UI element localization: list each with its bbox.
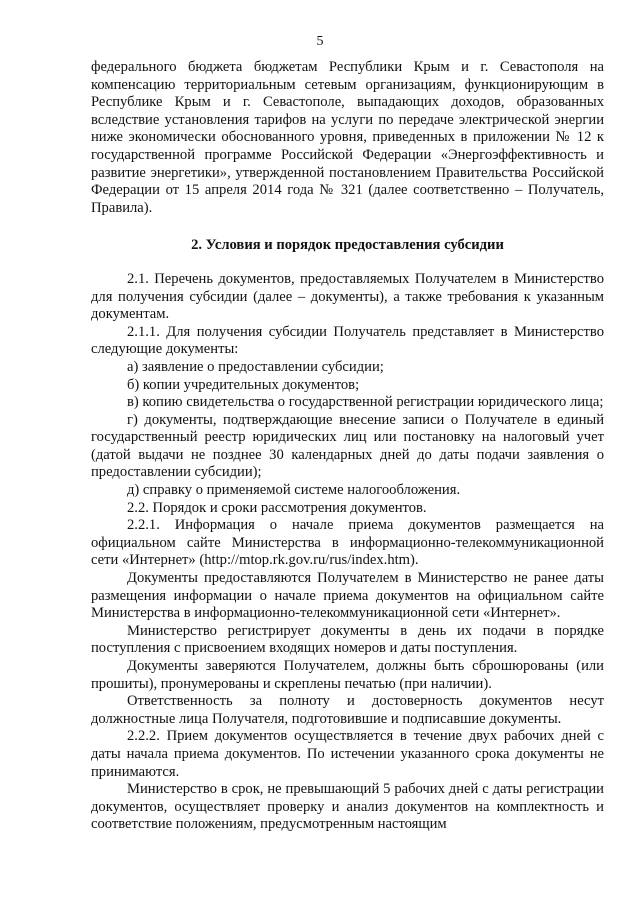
page-number: 5 xyxy=(316,34,324,49)
paragraph-responsibility: Ответственность за полноту и достоверность документов несут должностные лица Получателя, подготовившие и подписавшие документы. xyxy=(91,693,604,727)
list-item-a: а) заявление о предоставлении субсидии; xyxy=(127,358,384,375)
paragraph-ministry-review: Министерство в срок, не превышающий 5 рабочих дней с даты регистрации документов, осуществляет проверку и анализ документов на комплектность и соответствие положениям, предусмотренным настоящим xyxy=(91,781,604,833)
paragraph-continuation: федерального бюджета бюджетам Республики Крым и г. Севастополя на компенсацию территориальным сетевым организациям, функционирующим в Республике Крым и г. Севастополе, выпадающих доходов, образованных вследствие установления тарифов на услуги по передаче электрической энергии ниже экономически обоснованного уровня, приведенных в приложении № 12 к государственной программе Российской Федерации «Энергоэффективность и развитие энергетики», утвержденной постановлением Правительства Российской Федерации от 15 апреля 2014 года № 321 (далее соответственно – Получатель, Правила). xyxy=(91,59,604,216)
paragraph-2-2-1: 2.2.1. Информация о начале приема документов размещается на официальном сайте Министерства в информационно-телекоммуникационной сети «Интернет» (http://mtop.rk.gov.ru/rus/index.htm). xyxy=(91,517,604,569)
paragraph-2-2: 2.2. Порядок и сроки рассмотрения документов. xyxy=(127,499,427,516)
paragraph-registration: Министерство регистрирует документы в день их подачи в порядке поступления с присвоением входящих номеров и даты поступления. xyxy=(91,622,604,657)
paragraph-2-1-1: 2.1.1. Для получения субсидии Получатель представляет в Министерство следующие документы: xyxy=(91,323,604,358)
document-body xyxy=(91,59,604,834)
list-item-b: б) копии учредительных документов; xyxy=(127,376,360,393)
paragraph-2-2-2: 2.2.2. Прием документов осуществляется в течение двух рабочих дней с даты начала приема документов. По истечении указанного срока документы не принимаются. xyxy=(91,728,604,780)
list-item-v: в) копию свидетельства о государственной регистрации юридического лица; xyxy=(127,394,604,411)
section-heading: 2. Условия и порядок предоставления субсидии xyxy=(191,237,504,254)
paragraph-certification: Документы заверяются Получателем, должны быть сброшюрованы (или прошиты), пронумерованы и скреплены печатью (при наличии). xyxy=(91,658,604,692)
paragraph-2-1: 2.1. Перечень документов, предоставляемых Получателем в Министерство для получения субсидии (далее – документы), а также требования к указанным документам. xyxy=(91,270,604,323)
list-item-g: г) документы, подтверждающие внесение записи о Получателе в единый государственный реестр юридических лиц или постановку на налоговый учет (датой выдачи не позднее 30 календарных дней до даты подачи заявления о предоставлении субсидии); xyxy=(91,411,604,481)
list-item-d: д) справку о применяемой системе налогообложения. xyxy=(127,482,461,499)
paragraph-documents-submitted: Документы предоставляются Получателем в Министерство не ранее даты размещения информации о начале приема документов на официальном сайте Министерства в информационно-телекоммуникационной сети «Интернет». xyxy=(91,570,604,622)
